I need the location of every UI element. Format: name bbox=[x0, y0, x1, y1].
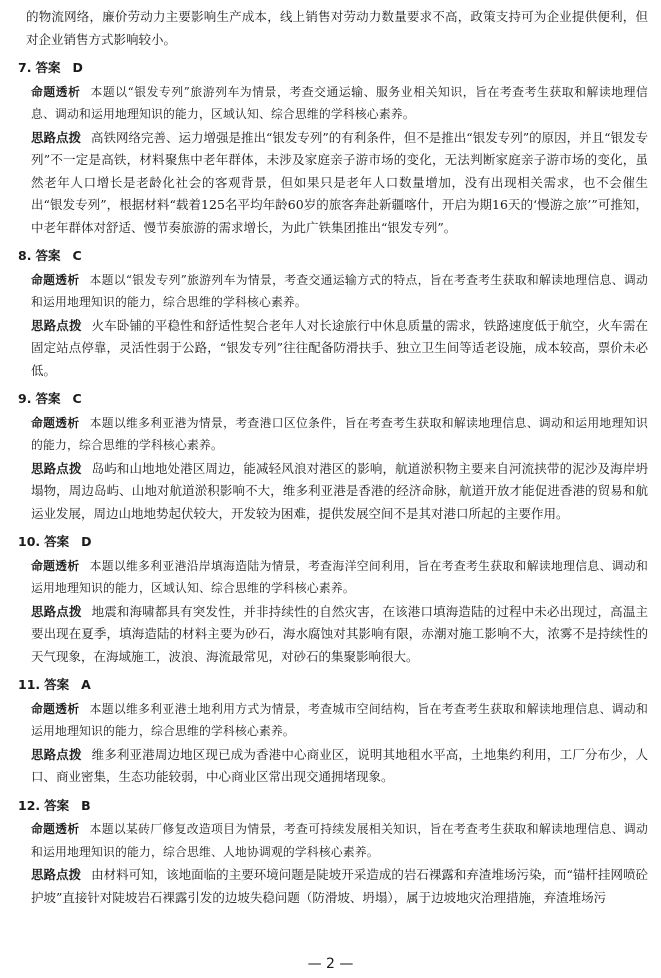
questions-list bbox=[18, 57, 648, 909]
analysis-label: 命题透析 bbox=[31, 415, 80, 430]
analysis-text: 本题以维多利亚港土地利用方式为情景，考查城市空间结构，旨在考查考生获取和解读地理信息、调动和运用地理知识的能力，综合思维的学科核心素养。 bbox=[31, 701, 648, 738]
hint-paragraph bbox=[31, 127, 648, 240]
answer-value: B bbox=[81, 797, 91, 813]
analysis-text: 本题以维多利亚港为情景，考查港口区位条件，旨在考查考生获取和解读地理信息、调动和运用地理知识的能力，综合思维的学科核心素养。 bbox=[31, 415, 648, 452]
answer-label: 答案 bbox=[35, 60, 61, 75]
analysis-label: 命题透析 bbox=[31, 822, 80, 836]
question-number: 12. bbox=[18, 797, 41, 813]
continuation-paragraph: 的物流网络，廉价劳动力主要影响生产成本，线上销售对劳动力数量要求不高，政策支持可为企业提供便利，但对企业销售方式影响较小。 bbox=[26, 9, 648, 47]
answer-value: D bbox=[81, 534, 92, 549]
hint-paragraph bbox=[31, 744, 648, 789]
analysis-text: 本题以某砖厂修复改造项目为情景，考查可持续发展相关知识，旨在考查考生获取和解读地理信息、调动和运用地理知识的能力，综合思维、人地协调观的学科核心素养。 bbox=[31, 822, 648, 859]
answer-label: 答案 bbox=[44, 797, 70, 813]
answer-label: 答案 bbox=[35, 248, 61, 263]
answer-label: 答案 bbox=[35, 391, 61, 406]
hint-paragraph bbox=[31, 315, 648, 383]
analysis-label: 命题透析 bbox=[31, 272, 80, 287]
hint-label: 思路点拨 bbox=[31, 746, 82, 762]
hint-paragraph bbox=[31, 458, 648, 526]
answer-line bbox=[18, 531, 648, 554]
question-item bbox=[18, 388, 648, 525]
answer-line bbox=[18, 57, 648, 80]
analysis-label: 命题透析 bbox=[31, 701, 80, 716]
analysis-label: 命题透析 bbox=[31, 84, 81, 99]
question-number: 9. bbox=[18, 391, 32, 406]
answer-value: C bbox=[72, 248, 82, 263]
analysis-text: 本题以“银发专列”旅游列车为情景，考查交通运输方式的特点，旨在考查考生获取和解读地理信息、调动和运用地理知识的能力，综合思维的学科核心素养。 bbox=[31, 272, 648, 309]
analysis-label: 命题透析 bbox=[31, 558, 80, 573]
analysis-paragraph bbox=[31, 555, 648, 600]
hint-text: 高铁网络完善、运力增强是推出“银发专列”的有利条件，但不是推出“银发专列”的原因，并且“银发专列”不一定是高铁，材料聚焦中老年群体，未涉及家庭亲子游市场的变化，无法判断家庭亲子游市场的变化，虽然老年人口增长是老龄化社会的客观背景，但如果只是老年人口数量增加，没有出现相关需求，也不会催生出“银发专列”，根据材料“载着125名平均年龄60岁的旅客奔赴新疆喀什，开启为期16天的‘慢游之旅’”可推知，中老年群体对舒适、慢节奏旅游的需求增长，为此广铁集团推出“银发专列”。 bbox=[31, 129, 648, 235]
hint-paragraph bbox=[31, 601, 648, 669]
question-item bbox=[18, 245, 648, 382]
answer-line bbox=[18, 674, 648, 697]
answer-value: A bbox=[81, 677, 91, 692]
page-number: — 2 — bbox=[307, 956, 354, 972]
hint-text: 岛屿和山地地处港区周边，能减轻风浪对港区的影响，航道淤积物主要来自河流挟带的泥沙及海岸坍塌物，周边岛屿、山地对航道淤积影响不大，维多利亚港是香港的经济命脉，航道开放才能促进香港的贸易和航运业发展，周边山地地势起伏较大，开发较为困难，提供发展空间不是其对港口所起的主要作用。 bbox=[31, 460, 648, 521]
analysis-text: 本题以维多利亚港沿岸填海造陆为情景，考查海洋空间利用，旨在考查考生获取和解读地理信息、调动和运用地理知识的能力，区域认知、综合思维的学科核心素养。 bbox=[31, 558, 648, 595]
question-number: 8. bbox=[18, 248, 32, 263]
document-page bbox=[18, 6, 648, 909]
answer-value: C bbox=[72, 391, 82, 406]
hint-text: 维多利亚港周边地区现已成为香港中心商业区，说明其地租水平高，土地集约利用，工厂分布少，人口、商业密集，生态功能较弱，中心商业区常出现交通拥堵现象。 bbox=[31, 746, 648, 784]
hint-label: 思路点拨 bbox=[31, 867, 82, 882]
hint-text: 由材料可知，该地面临的主要环境问题是陡坡开采造成的岩石裸露和弃渣堆场污染，而“锚杆挂网喷砼护坡”直接针对陡坡岩石裸露引发的边坡失稳问题（防滑坡、坍塌），属于边坡地灾治理措施，弃渣堆场污 bbox=[31, 867, 648, 905]
analysis-text: 本题以“银发专列”旅游列车为情景，考查交通运输、服务业相关知识，旨在考查考生获取和解读地理信息、调动和运用地理知识的能力，区域认知、综合思维的学科核心素养。 bbox=[31, 84, 648, 121]
analysis-paragraph bbox=[31, 818, 648, 863]
answer-line bbox=[18, 388, 648, 411]
answer-value: D bbox=[72, 60, 83, 75]
hint-label: 思路点拨 bbox=[31, 603, 82, 619]
analysis-paragraph bbox=[31, 81, 648, 126]
analysis-paragraph bbox=[31, 412, 648, 457]
question-number: 7. bbox=[18, 60, 32, 75]
hint-label: 思路点拨 bbox=[31, 460, 82, 476]
answer-label: 答案 bbox=[44, 677, 70, 692]
hint-text: 火车卧铺的平稳性和舒适性契合老年人对长途旅行中休息质量的需求，铁路速度低于航空，火车需在固定站点停靠，灵活性弱于公路，“银发专列”往往配备防滑扶手、独立卫生间等适老设施，成本较高，票价未必低。 bbox=[31, 317, 648, 378]
question-item bbox=[18, 57, 648, 239]
question-number: 10. bbox=[18, 534, 41, 549]
analysis-paragraph bbox=[31, 269, 648, 314]
hint-text: 地震和海啸都具有突发性，并非持续性的自然灾害，在该港口填海造陆的过程中未必出现过，高温主要出现在夏季，填海造陆的材料主要为砂石，海水腐蚀对其影响有限，赤潮对施工影响不大，浓雾不是持续性的天气现象，在海域施工，波浪、海流最常见，对砂石的集聚影响很大。 bbox=[31, 603, 648, 664]
question-item bbox=[18, 531, 648, 668]
hint-label: 思路点拨 bbox=[31, 129, 82, 145]
question-number: 11. bbox=[18, 677, 41, 692]
question-item bbox=[18, 795, 648, 910]
question-item bbox=[18, 674, 648, 789]
hint-label: 思路点拨 bbox=[31, 317, 82, 333]
answer-line bbox=[18, 795, 648, 818]
analysis-paragraph bbox=[31, 698, 648, 743]
hint-paragraph bbox=[31, 864, 648, 909]
answer-line bbox=[18, 245, 648, 268]
answer-label: 答案 bbox=[44, 534, 70, 549]
